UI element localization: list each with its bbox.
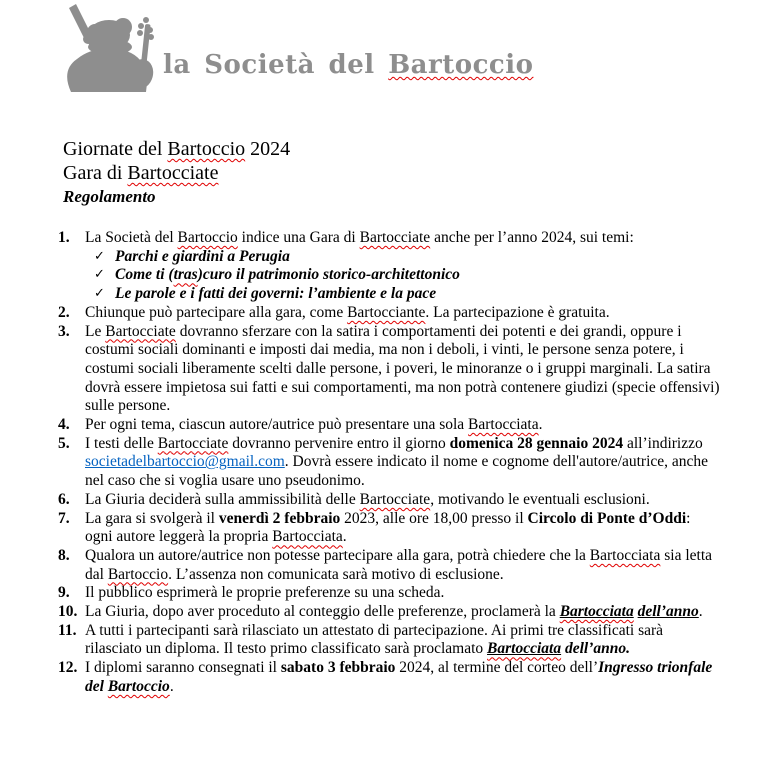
rule-item bbox=[58, 622, 720, 659]
text-run bbox=[487, 640, 561, 657]
rule-number: 2. bbox=[58, 303, 70, 321]
text-run: Qualora un autore/autrice non potesse partecipare alla gara, potrà chiedere che la bbox=[85, 546, 590, 564]
theme-bullet bbox=[85, 285, 720, 304]
rule-number: 1. bbox=[58, 229, 70, 246]
rule-text bbox=[85, 304, 720, 323]
rule-number: 5. bbox=[58, 434, 70, 452]
rule-text bbox=[85, 622, 720, 659]
text-run: I diplomi saranno consegnati il bbox=[85, 659, 281, 677]
text-run: Bartoccio bbox=[177, 229, 238, 246]
text-run: . Dovrà essere indicato il nome e cognome dell'autore/autrice, anche nel caso che si voglia usare uno pseudonimo. bbox=[85, 453, 709, 490]
text-run: dell’anno bbox=[637, 603, 699, 621]
text-run: I testi delle bbox=[85, 434, 158, 452]
text-run: Le bbox=[85, 322, 106, 340]
rule-item bbox=[58, 416, 720, 435]
rule-text bbox=[85, 547, 720, 584]
text-run: Per ogni tema, ciascun autore/autrice può presentare una sola bbox=[85, 416, 469, 434]
text-run: Come ti ( bbox=[115, 266, 174, 284]
rule-item bbox=[58, 491, 720, 510]
text-run: La Giuria, dopo aver proceduto al conteggio delle preferenze, proclamerà la bbox=[85, 603, 560, 621]
rule-text bbox=[85, 416, 720, 435]
text-run: Bartocciate bbox=[359, 490, 431, 508]
text-run: dell’anno. bbox=[561, 640, 630, 658]
rule-item bbox=[58, 584, 720, 603]
checkmark-icon: ✓ bbox=[94, 248, 105, 264]
rule-number: 4. bbox=[58, 416, 70, 434]
text-run: . bbox=[698, 603, 703, 621]
rule-number: 3. bbox=[58, 322, 70, 340]
rule-item bbox=[58, 603, 720, 622]
text-run: Regolamento bbox=[63, 187, 156, 206]
theme-bullet bbox=[85, 248, 720, 267]
text-run: . bbox=[169, 677, 174, 695]
text-run: sia letta dal bbox=[85, 546, 713, 583]
text-run: Bartoccio bbox=[167, 138, 246, 160]
text-run: Bartocciante bbox=[347, 303, 426, 321]
text-run: all’indirizzo bbox=[623, 434, 703, 452]
rule-number: 10. bbox=[58, 603, 78, 621]
rule-text bbox=[85, 229, 720, 304]
doc-title-line-1 bbox=[63, 137, 290, 161]
text-run: dovranno sferzare con la satira i comportamenti dei potenti e dei grandi, oppure i costumi sociali dominanti e imposti dai media, ma non i deboli, i vinti, le persone senza potere, i costumi sociali liberamente scelti dalle persone, i poveri, le minoranze o i gruppi marginali. La satira dovrà essere impietosa sui fatti e sui comportamenti, ma non potrà contenere giudizi (specie offensivi) sulle persone. bbox=[85, 322, 720, 415]
rule-text bbox=[85, 603, 720, 622]
text-run: anche per l’anno 2024, sui temi: bbox=[430, 229, 634, 246]
rule-text bbox=[85, 584, 720, 603]
text-run: sabato 3 febbraio bbox=[280, 659, 396, 677]
bartoccio-logo-icon bbox=[57, 2, 162, 92]
text-run: dovranno pervenire entro il giorno bbox=[228, 434, 450, 452]
document-title bbox=[63, 137, 290, 208]
text-run: Giornate del bbox=[63, 138, 168, 160]
rules-list bbox=[58, 229, 720, 697]
rule-number: 11. bbox=[58, 621, 77, 639]
text-run: . L’assenza non comunicata sarà motivo di esclusione. bbox=[168, 565, 504, 583]
text-run bbox=[560, 603, 634, 620]
rule-text bbox=[85, 659, 720, 696]
text-run: 2023, alle ore 18,00 presso il bbox=[340, 509, 528, 527]
text-run: domenica 28 gennaio 2024 bbox=[449, 434, 624, 452]
text-run: Bartocciate bbox=[105, 322, 176, 340]
text-run: . bbox=[342, 528, 347, 546]
text-run: La Giuria deciderà sulla ammissibilità delle bbox=[85, 490, 360, 508]
rule-number: 9. bbox=[58, 584, 70, 602]
text-run: la Società del bbox=[163, 50, 389, 80]
rule-item bbox=[58, 229, 720, 304]
text-run: Parchi e giardini a Perugia bbox=[115, 247, 290, 265]
rule-number: 12. bbox=[58, 659, 78, 677]
text-run: La gara si svolgerà il bbox=[85, 509, 219, 527]
text-run: tras bbox=[173, 266, 198, 284]
rule-item bbox=[58, 435, 720, 491]
text-run: Gara di bbox=[63, 162, 128, 184]
theme-text bbox=[115, 266, 460, 285]
text-run: : ogni autore leggerà la propria bbox=[85, 509, 691, 546]
theme-bullet bbox=[85, 266, 720, 285]
rule-item bbox=[58, 510, 720, 547]
logo-text bbox=[163, 50, 533, 80]
text-run: 2024, al termine del corteo dell’ bbox=[395, 659, 599, 677]
text-run: 2024 bbox=[245, 138, 291, 160]
text-run: , motivando le eventuali esclusioni. bbox=[430, 490, 650, 508]
text-run: . La partecipazione è gratuita. bbox=[425, 303, 610, 321]
text-run: Bartocciate bbox=[127, 162, 219, 184]
rule-item bbox=[58, 323, 720, 417]
text-run: Il pubblico esprimerà le proprie preferenze su una scheda. bbox=[85, 584, 445, 602]
text-run: . bbox=[538, 416, 543, 434]
rule-number: 6. bbox=[58, 490, 70, 508]
text-run: Bartoccio bbox=[107, 677, 170, 695]
text-run: Bartocciata bbox=[589, 546, 661, 564]
rule-item bbox=[58, 547, 720, 584]
rule-text bbox=[85, 491, 720, 510]
text-run: venerdì 2 febbraio bbox=[218, 509, 341, 527]
text-run: A tutti i partecipanti sarà rilasciato un attestato di partecipazione. Ai primi tre classificati sarà rilasciato un diploma. Il testo primo classificato sarà proclamato bbox=[85, 621, 664, 658]
rule-number: 8. bbox=[58, 546, 70, 564]
rule-number: 7. bbox=[58, 509, 70, 527]
checkmark-icon: ✓ bbox=[94, 286, 105, 302]
text-run: Circolo di Ponte d’Oddi bbox=[527, 509, 687, 527]
email-link[interactable]: societadelbartoccio@gmail.com bbox=[85, 453, 285, 471]
text-run: indice una Gara di bbox=[237, 229, 360, 246]
text-run: Bartocciate bbox=[359, 229, 431, 246]
doc-title-line-3 bbox=[63, 185, 290, 208]
text-run: La Società del bbox=[85, 229, 178, 246]
rule-text bbox=[85, 510, 720, 547]
text-run: Chiunque può partecipare alla gara, come bbox=[85, 303, 348, 321]
doc-title-line-2 bbox=[63, 161, 290, 185]
text-run: Le parole e i fatti dei governi: l’ambiente e la pace bbox=[115, 285, 437, 303]
rule-item bbox=[58, 659, 720, 696]
rule-text bbox=[85, 323, 720, 417]
text-run: Ingresso trionfale del bbox=[85, 659, 713, 695]
text-run: Bartoccio bbox=[388, 50, 534, 80]
rule-text bbox=[85, 435, 720, 491]
text-run: Bartocciate bbox=[157, 434, 229, 452]
text-run: )curo il patrimonio storico-architettonico bbox=[197, 266, 460, 284]
theme-text bbox=[115, 248, 290, 267]
checkmark-icon: ✓ bbox=[94, 267, 105, 283]
text-run: Bartocciata bbox=[272, 528, 343, 546]
text-run: Bartocciata bbox=[468, 416, 539, 434]
text-run: Bartocciata bbox=[487, 640, 562, 658]
rule-item bbox=[58, 304, 720, 323]
text-run: Bartocciata bbox=[559, 603, 634, 621]
theme-text bbox=[115, 285, 436, 304]
text-run: Bartoccio bbox=[107, 565, 169, 583]
